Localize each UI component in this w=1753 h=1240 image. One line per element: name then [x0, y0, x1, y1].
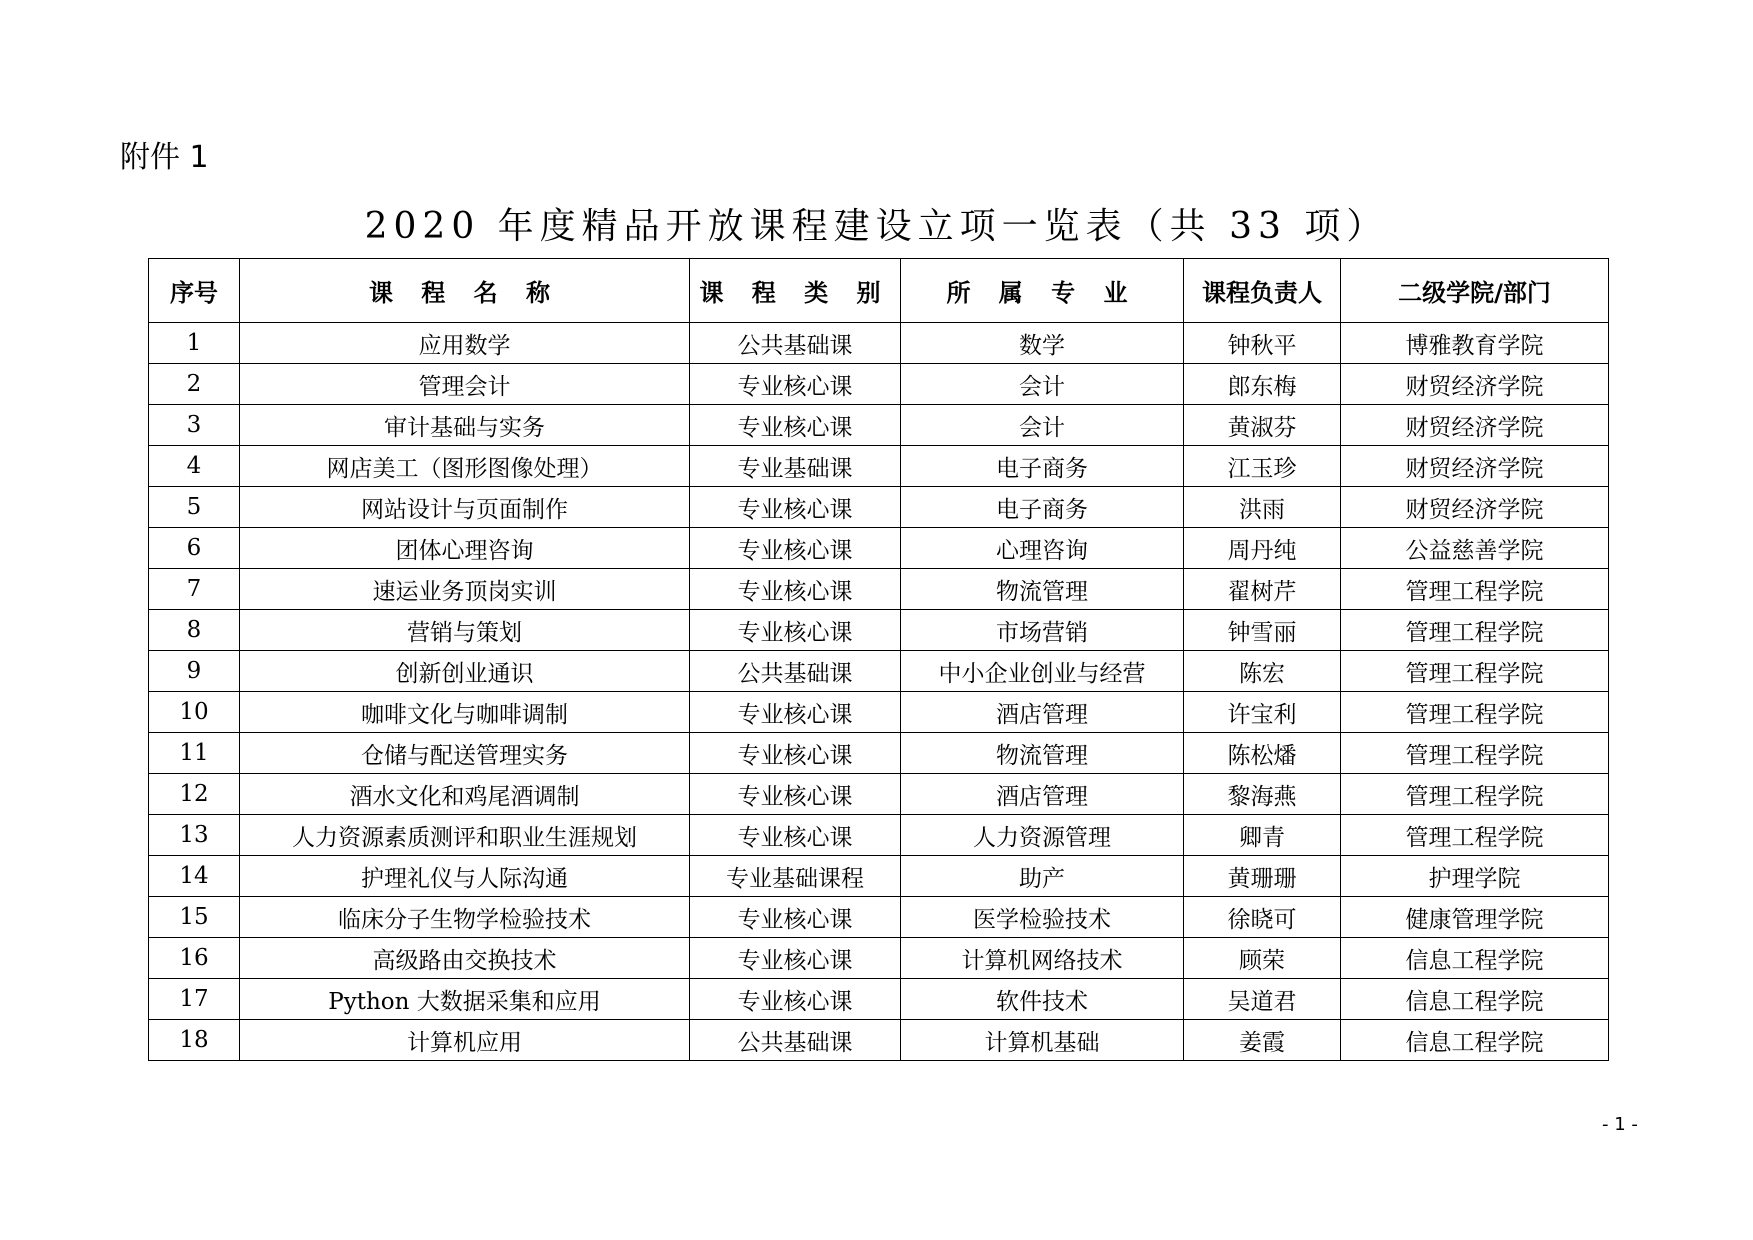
cell-course-name: 创新创业通识: [240, 651, 690, 692]
cell-owner: 钟秋平: [1184, 323, 1341, 364]
cell-index: 15: [149, 897, 240, 938]
cell-course-name: 网店美工（图形图像处理）: [240, 446, 690, 487]
table-header-row: [149, 259, 1609, 323]
table-row: [149, 323, 1609, 364]
cell-index: 1: [149, 323, 240, 364]
cell-major: 会计: [901, 364, 1184, 405]
cell-department: 财贸经济学院: [1341, 364, 1609, 405]
cell-owner: 黄珊珊: [1184, 856, 1341, 897]
table-row: [149, 979, 1609, 1020]
cell-index: 17: [149, 979, 240, 1020]
cell-course-name: 咖啡文化与咖啡调制: [240, 692, 690, 733]
cell-course-type: 专业核心课: [690, 405, 901, 446]
header-department: 二级学院/部门: [1341, 259, 1609, 323]
cell-department: 管理工程学院: [1341, 815, 1609, 856]
table-row: [149, 487, 1609, 528]
table-row: [149, 692, 1609, 733]
table-row: [149, 733, 1609, 774]
cell-owner: 郎东梅: [1184, 364, 1341, 405]
cell-owner: 吴道君: [1184, 979, 1341, 1020]
cell-course-name: 管理会计: [240, 364, 690, 405]
cell-index: 9: [149, 651, 240, 692]
cell-major: 市场营销: [901, 610, 1184, 651]
cell-course-name: 网站设计与页面制作: [240, 487, 690, 528]
cell-course-name: 速运业务顶岗实训: [240, 569, 690, 610]
cell-owner: 陈松燔: [1184, 733, 1341, 774]
table-row: [149, 446, 1609, 487]
cell-department: 管理工程学院: [1341, 692, 1609, 733]
cell-course-name: 护理礼仪与人际沟通: [240, 856, 690, 897]
cell-owner: 钟雪丽: [1184, 610, 1341, 651]
cell-course-type: 专业核心课: [690, 528, 901, 569]
table-row: [149, 405, 1609, 446]
cell-owner: 黎海燕: [1184, 774, 1341, 815]
cell-major: 软件技术: [901, 979, 1184, 1020]
cell-major: 计算机基础: [901, 1020, 1184, 1061]
table-row: [149, 897, 1609, 938]
cell-department: 公益慈善学院: [1341, 528, 1609, 569]
table-row: [149, 651, 1609, 692]
cell-owner: 黄淑芬: [1184, 405, 1341, 446]
cell-major: 酒店管理: [901, 774, 1184, 815]
document-title: 2020 年度精品开放课程建设立项一览表（共 33 项）: [364, 206, 1389, 247]
cell-course-type: 专业核心课: [690, 364, 901, 405]
cell-major: 物流管理: [901, 733, 1184, 774]
cell-course-name: 酒水文化和鸡尾酒调制: [240, 774, 690, 815]
cell-index: 7: [149, 569, 240, 610]
cell-course-type: 专业核心课: [690, 569, 901, 610]
cell-index: 2: [149, 364, 240, 405]
table-row: [149, 569, 1609, 610]
cell-owner: 许宝利: [1184, 692, 1341, 733]
cell-owner: 顾荣: [1184, 938, 1341, 979]
cell-index: 4: [149, 446, 240, 487]
cell-major: 酒店管理: [901, 692, 1184, 733]
cell-course-type: 专业核心课: [690, 938, 901, 979]
cell-course-type: 专业核心课: [690, 487, 901, 528]
cell-course-type: 专业基础课: [690, 446, 901, 487]
cell-index: 5: [149, 487, 240, 528]
cell-index: 18: [149, 1020, 240, 1061]
page-number: - 1 -: [1602, 1114, 1638, 1135]
cell-index: 3: [149, 405, 240, 446]
table-row: [149, 1020, 1609, 1061]
table-row: [149, 774, 1609, 815]
header-course-name: 课 程 名 称: [240, 259, 690, 323]
cell-course-name: 计算机应用: [240, 1020, 690, 1061]
cell-major: 人力资源管理: [901, 815, 1184, 856]
cell-major: 心理咨询: [901, 528, 1184, 569]
cell-owner: 徐晓可: [1184, 897, 1341, 938]
cell-department: 管理工程学院: [1341, 651, 1609, 692]
cell-course-type: 公共基础课: [690, 651, 901, 692]
cell-major: 计算机网络技术: [901, 938, 1184, 979]
cell-course-type: 专业核心课: [690, 897, 901, 938]
cell-department: 管理工程学院: [1341, 733, 1609, 774]
cell-department: 财贸经济学院: [1341, 487, 1609, 528]
cell-course-name: 团体心理咨询: [240, 528, 690, 569]
cell-owner: 陈宏: [1184, 651, 1341, 692]
attachment-label: 附件 1: [120, 140, 209, 175]
cell-course-type: 专业核心课: [690, 692, 901, 733]
cell-index: 8: [149, 610, 240, 651]
cell-owner: 卿青: [1184, 815, 1341, 856]
cell-department: 财贸经济学院: [1341, 405, 1609, 446]
cell-major: 会计: [901, 405, 1184, 446]
header-owner: 课程负责人: [1184, 259, 1341, 323]
cell-department: 信息工程学院: [1341, 979, 1609, 1020]
header-course-type: 课 程 类 别: [690, 259, 901, 323]
cell-owner: 洪雨: [1184, 487, 1341, 528]
cell-course-type: 专业核心课: [690, 610, 901, 651]
cell-course-name: 仓储与配送管理实务: [240, 733, 690, 774]
table-row: [149, 856, 1609, 897]
cell-owner: 江玉珍: [1184, 446, 1341, 487]
cell-index: 10: [149, 692, 240, 733]
cell-owner: 周丹纯: [1184, 528, 1341, 569]
header-major: 所 属 专 业: [901, 259, 1184, 323]
header-index: 序号: [149, 259, 240, 323]
cell-department: 管理工程学院: [1341, 610, 1609, 651]
cell-department: 信息工程学院: [1341, 1020, 1609, 1061]
cell-index: 14: [149, 856, 240, 897]
cell-department: 健康管理学院: [1341, 897, 1609, 938]
cell-department: 管理工程学院: [1341, 569, 1609, 610]
cell-course-type: 专业核心课: [690, 979, 901, 1020]
cell-department: 护理学院: [1341, 856, 1609, 897]
cell-index: 11: [149, 733, 240, 774]
cell-course-name: 审计基础与实务: [240, 405, 690, 446]
table-row: [149, 815, 1609, 856]
cell-course-name: 人力资源素质测评和职业生涯规划: [240, 815, 690, 856]
cell-course-type: 公共基础课: [690, 1020, 901, 1061]
cell-course-name: 应用数学: [240, 323, 690, 364]
cell-index: 6: [149, 528, 240, 569]
cell-index: 13: [149, 815, 240, 856]
cell-course-name: 临床分子生物学检验技术: [240, 897, 690, 938]
cell-course-type: 专业核心课: [690, 815, 901, 856]
cell-department: 信息工程学院: [1341, 938, 1609, 979]
cell-major: 物流管理: [901, 569, 1184, 610]
cell-course-name: 高级路由交换技术: [240, 938, 690, 979]
table-row: [149, 364, 1609, 405]
cell-course-type: 专业核心课: [690, 733, 901, 774]
cell-major: 电子商务: [901, 446, 1184, 487]
cell-department: 管理工程学院: [1341, 774, 1609, 815]
cell-major: 医学检验技术: [901, 897, 1184, 938]
cell-course-type: 专业基础课程: [690, 856, 901, 897]
table-row: [149, 528, 1609, 569]
cell-owner: 姜霞: [1184, 1020, 1341, 1061]
cell-course-type: 专业核心课: [690, 774, 901, 815]
cell-department: 财贸经济学院: [1341, 446, 1609, 487]
table-row: [149, 938, 1609, 979]
table-row: [149, 610, 1609, 651]
cell-course-name: 营销与策划: [240, 610, 690, 651]
course-list-table: [148, 258, 1609, 1061]
cell-course-type: 公共基础课: [690, 323, 901, 364]
cell-major: 中小企业创业与经营: [901, 651, 1184, 692]
cell-index: 12: [149, 774, 240, 815]
cell-major: 助产: [901, 856, 1184, 897]
cell-major: 数学: [901, 323, 1184, 364]
cell-major: 电子商务: [901, 487, 1184, 528]
cell-index: 16: [149, 938, 240, 979]
cell-department: 博雅教育学院: [1341, 323, 1609, 364]
cell-course-name: Python 大数据采集和应用: [240, 979, 690, 1020]
cell-owner: 翟树芹: [1184, 569, 1341, 610]
